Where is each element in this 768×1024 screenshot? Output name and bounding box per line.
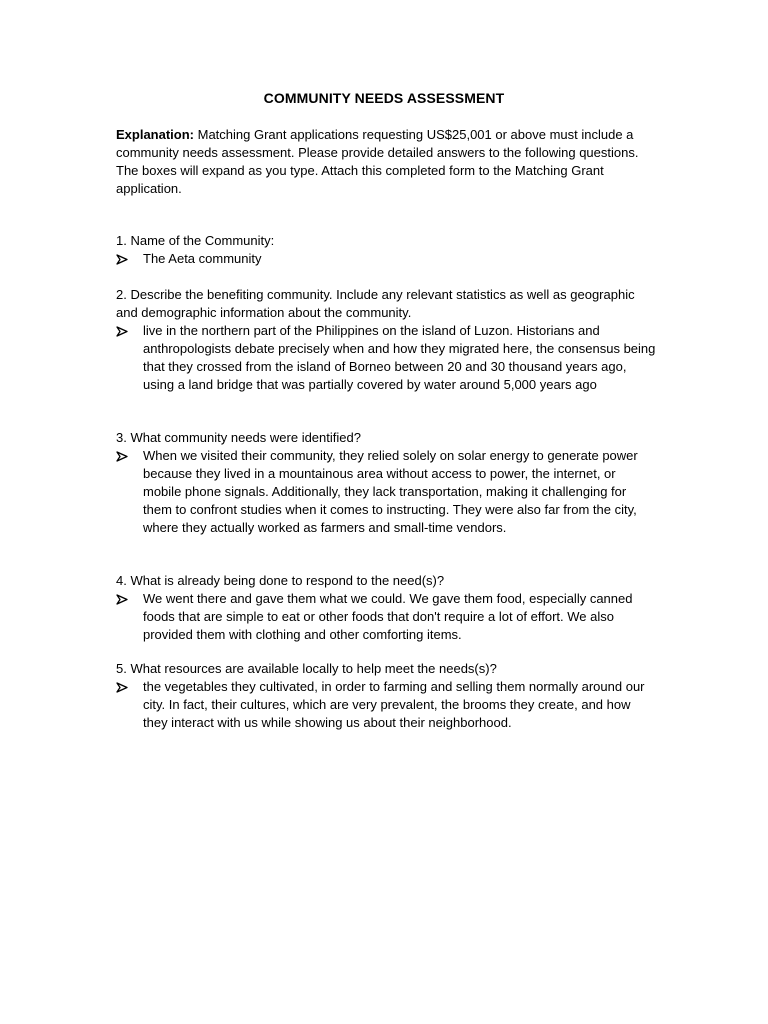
question-text: 4. What is already being done to respond to the need(s)? [116,573,445,588]
question-5 [116,660,656,732]
answer-text: The Aeta community [143,251,262,266]
arrowhead-bullet-icon [116,678,130,693]
question-3 [116,429,656,537]
answer-text: We went there and gave them what we could. We gave them food, especially canned foods that are simple to eat or other foods that don't require a lot of effort. We also provided them with clothing and other comforting items. [143,591,633,642]
answer-text: live in the northern part of the Philippines on the island of Luzon. Historians and anthropologists debate precisely when and how they migrated here, the consensus being that they crossed from the island of Borneo between 20 and 30 thousand years ago, using a land bridge that was partially covered by water around 5,000 years ago [143,323,656,392]
question-4 [116,572,656,644]
answer-field[interactable] [116,250,656,268]
answer-field[interactable] [116,678,656,732]
question-2 [116,286,656,394]
answer-field[interactable] [116,447,656,537]
question-1 [116,232,656,268]
explanation-paragraph [116,126,656,198]
question-text: 2. Describe the benefiting community. Include any relevant statistics as well as geographic and demographic information about the community. [116,287,635,320]
arrowhead-bullet-icon [116,322,130,337]
explanation-text: Matching Grant applications requesting US$25,001 or above must include a community needs assessment. Please provide detailed answers to the following questions. The boxes will expand as you type. Attach this completed form to the Matching Grant application. [116,127,639,196]
answer-field[interactable] [116,590,656,644]
question-text: 1. Name of the Community: [116,233,275,248]
page-title: COMMUNITY NEEDS ASSESSMENT [263,90,505,106]
question-text: 5. What resources are available locally to help meet the needs(s)? [116,661,497,676]
answer-text: the vegetables they cultivated, in order to farming and selling them normally around our city. In fact, their cultures, which are very prevalent, the brooms they create, and how they interact with us while showing us about their neighborhood. [143,679,645,730]
question-text: 3. What community needs were identified? [116,430,361,445]
arrowhead-bullet-icon [116,447,130,462]
answer-field[interactable] [116,322,656,394]
arrowhead-bullet-icon [116,250,130,265]
answer-text: When we visited their community, they relied solely on solar energy to generate power because they lived in a mountainous area without access to power, the internet, or mobile phone signals. Additionally, they lack transportation, making it challenging for them to confront studies when it comes to instructing. They were also far from the city, where they actually worked as farmers and small-time vendors. [143,448,638,535]
explanation-label: Explanation: [116,127,195,142]
arrowhead-bullet-icon [116,590,130,605]
